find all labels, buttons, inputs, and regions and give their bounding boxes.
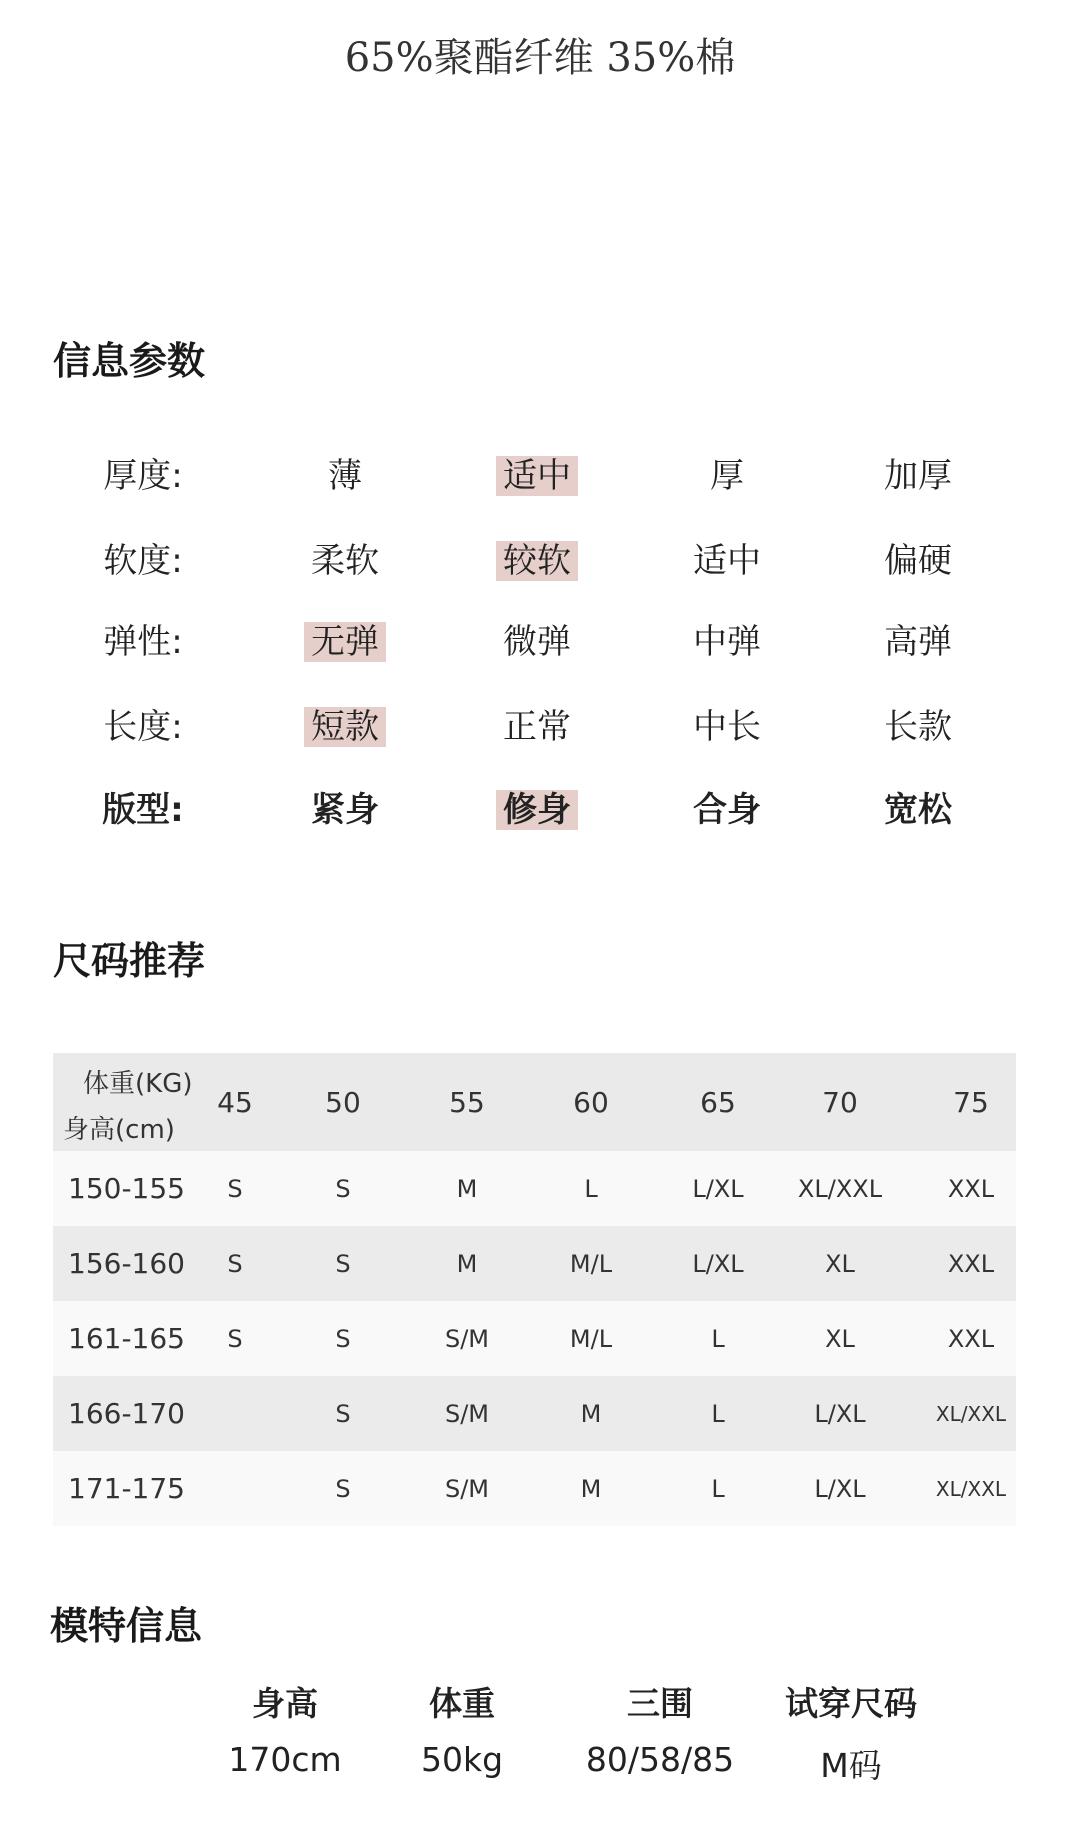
size-table xyxy=(53,1053,1016,1526)
size-cell: S xyxy=(335,1174,351,1203)
size-table-header xyxy=(53,1053,1016,1151)
size-cell: L/XL xyxy=(814,1399,866,1428)
model-value: 50kg xyxy=(420,1740,504,1779)
size-cell: M xyxy=(580,1474,602,1503)
param-option-label: 薄 xyxy=(328,456,362,496)
param-option xyxy=(657,782,797,831)
param-option-label: 加厚 xyxy=(884,456,952,496)
weight-header-cell: 45 xyxy=(217,1085,253,1119)
weight-header-cell: 55 xyxy=(449,1085,485,1119)
height-range-cell: 161-165 xyxy=(68,1322,185,1355)
weight-header-cell: 60 xyxy=(573,1085,609,1119)
param-option-label: 柔软 xyxy=(311,541,379,581)
table-row xyxy=(53,1226,1016,1301)
table-row xyxy=(53,1301,1016,1376)
param-option-label: 微弹 xyxy=(503,622,571,662)
size-cell: L xyxy=(711,1399,725,1428)
weight-header-cell: 70 xyxy=(822,1085,858,1119)
param-option xyxy=(275,448,415,497)
param-option-label: 中弹 xyxy=(693,622,761,662)
size-cell: XXL xyxy=(947,1324,995,1353)
size-cell: S/M xyxy=(444,1399,490,1428)
param-option xyxy=(848,699,988,748)
model-value: M码 xyxy=(820,1746,882,1785)
size-cell: L/XL xyxy=(814,1474,866,1503)
section-title-size-recommend: 尺码推荐 xyxy=(53,939,206,983)
size-cell: M/L xyxy=(569,1324,613,1353)
param-option xyxy=(848,614,988,663)
param-option xyxy=(657,448,797,497)
param-option xyxy=(467,614,607,663)
table-row xyxy=(53,1376,1016,1451)
param-option xyxy=(848,782,988,831)
header-weight-label: 体重(KG) xyxy=(83,1069,193,1099)
size-cell: XL/XXL xyxy=(935,1476,1007,1501)
size-cell: S xyxy=(227,1324,243,1353)
size-cell: S xyxy=(335,1324,351,1353)
size-cell: XL xyxy=(825,1249,855,1278)
header-height-label: 身高(cm) xyxy=(63,1115,175,1145)
param-option-label: 合身 xyxy=(693,790,761,830)
size-cell: S/M xyxy=(444,1474,490,1503)
param-option xyxy=(275,782,415,831)
model-value: 170cm xyxy=(228,1740,342,1779)
model-header: 身高 xyxy=(252,1684,318,1723)
height-range-cell: 166-170 xyxy=(68,1397,185,1430)
size-cell: M xyxy=(580,1399,602,1428)
param-option-label: 正常 xyxy=(503,707,571,747)
param-option-selected: 较软 xyxy=(496,541,578,581)
param-option xyxy=(467,782,607,831)
weight-header-cell: 50 xyxy=(325,1085,361,1119)
param-option xyxy=(657,614,797,663)
param-option xyxy=(467,448,607,497)
weight-header-cell: 75 xyxy=(953,1085,989,1119)
param-option xyxy=(275,699,415,748)
size-cell: XXL xyxy=(947,1174,995,1203)
model-header: 体重 xyxy=(429,1684,495,1723)
param-label: 长度: xyxy=(103,707,183,747)
size-cell: L xyxy=(711,1474,725,1503)
param-option xyxy=(848,448,988,497)
size-cell: S xyxy=(335,1474,351,1503)
model-value: 80/58/85 xyxy=(585,1740,735,1779)
size-cell: S xyxy=(335,1399,351,1428)
param-option-selected: 修身 xyxy=(496,790,578,830)
height-range-cell: 171-175 xyxy=(68,1472,185,1505)
param-label: 版型: xyxy=(102,790,184,830)
param-option xyxy=(275,614,415,663)
size-cell: L/XL xyxy=(692,1174,744,1203)
param-option-label: 宽松 xyxy=(884,790,952,830)
param-option-label: 厚 xyxy=(710,456,744,496)
size-cell xyxy=(180,1376,290,1451)
param-option xyxy=(657,533,797,582)
param-label: 厚度: xyxy=(103,456,183,496)
height-range-cell: 156-160 xyxy=(68,1247,185,1280)
param-option-selected: 适中 xyxy=(496,456,578,496)
size-cell: M/L xyxy=(569,1249,613,1278)
size-cell: M xyxy=(456,1174,478,1203)
height-range-cell: 150-155 xyxy=(68,1172,185,1205)
param-option-label: 适中 xyxy=(693,541,761,581)
param-option xyxy=(848,533,988,582)
param-option xyxy=(467,699,607,748)
size-cell: L xyxy=(711,1324,725,1353)
size-cell: XXL xyxy=(947,1249,995,1278)
section-title-model-info: 模特信息 xyxy=(50,1604,203,1648)
param-option xyxy=(467,533,607,582)
size-cell: S xyxy=(227,1174,243,1203)
weight-header-cell: 65 xyxy=(700,1085,736,1119)
model-header: 试穿尺码 xyxy=(785,1684,917,1723)
size-cell xyxy=(180,1451,290,1526)
size-cell: S/M xyxy=(444,1324,490,1353)
param-option-label: 紧身 xyxy=(311,790,379,830)
param-option-label: 偏硬 xyxy=(884,541,952,581)
table-row xyxy=(53,1451,1016,1526)
size-cell: L xyxy=(584,1174,598,1203)
section-title-info-params: 信息参数 xyxy=(53,339,206,383)
size-cell: L/XL xyxy=(692,1249,744,1278)
size-cell: S xyxy=(227,1249,243,1278)
size-cell: S xyxy=(335,1249,351,1278)
param-option xyxy=(657,699,797,748)
size-cell: XL/XXL xyxy=(797,1174,883,1203)
param-option-selected: 短款 xyxy=(304,707,386,747)
material-composition: 65%聚酯纤维 35%棉 xyxy=(344,35,736,81)
param-label: 弹性: xyxy=(103,622,183,662)
table-row xyxy=(53,1151,1016,1226)
size-cell: M xyxy=(456,1249,478,1278)
param-option xyxy=(275,533,415,582)
param-option-label: 高弹 xyxy=(884,622,952,662)
size-cell: XL/XXL xyxy=(935,1401,1007,1426)
size-cell: XL xyxy=(825,1324,855,1353)
param-option-label: 长款 xyxy=(884,707,952,747)
param-label: 软度: xyxy=(103,541,183,581)
param-option-label: 中长 xyxy=(693,707,761,747)
param-option-selected: 无弹 xyxy=(304,622,386,662)
model-header: 三围 xyxy=(627,1684,693,1723)
